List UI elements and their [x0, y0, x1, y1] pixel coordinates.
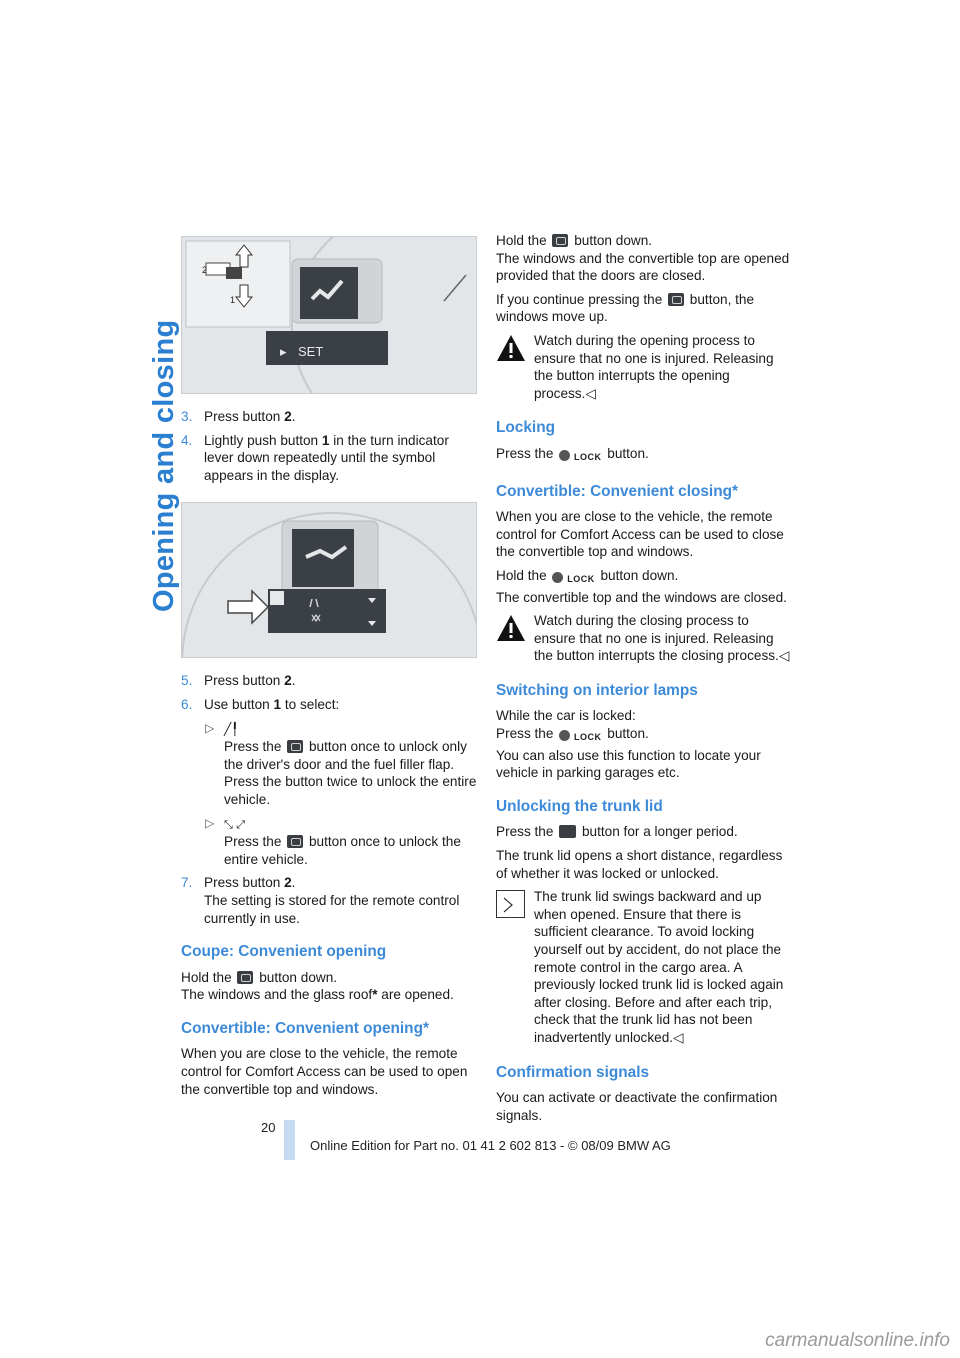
page-number: 20 [261, 1120, 276, 1135]
step-4: 4. Lightly push button 1 in the turn indicator lever down repeatedly until the symbol appears in the display. [181, 432, 449, 483]
step-7: 7. Press button 2. The setting is stored for the remote control currently in use. [181, 875, 460, 926]
heading-convertible-convenient-opening: Convertible: Convenient opening* [181, 1019, 429, 1037]
heading-unlocking-trunk-lid: Unlocking the trunk lid [496, 797, 663, 815]
heading-coupe-convenient-opening: Coupe: Convenient opening [181, 943, 387, 961]
edition-footer: Online Edition for Part no. 01 41 2 602 813 - © 08/09 BMW AG [310, 1138, 671, 1153]
step-3: 3. Press button 2. [181, 409, 296, 424]
confirmation-paragraph: You can activate or deactivate the confirmation signals. [496, 1090, 778, 1123]
display-set-label: SET [298, 344, 324, 359]
lock-button-icon: LOCK [559, 447, 601, 467]
lock-button-icon: LOCK [552, 569, 594, 589]
heading-confirmation-signals: Confirmation signals [496, 1063, 650, 1081]
trunk-press-paragraph: Press the button for a longer period. [496, 824, 738, 840]
step-6: 6. Use button 1 to select: [181, 696, 340, 712]
svg-text:1: 1 [230, 295, 236, 305]
unlock-button-icon [237, 971, 253, 984]
trunk-button-icon [559, 825, 576, 838]
option-full-unlock: ▷ ⤡ ⤢ Press the button once to unlock the entire vehicle. [205, 815, 461, 867]
convertible-closing-hold: Hold the LOCK button down. The convertible top and the windows are closed. [496, 567, 787, 605]
hold-button-paragraph: Hold the button down. The windows and the convertible top are opened provided that the doors are closed. [496, 233, 790, 284]
heading-locking: Locking [496, 419, 555, 437]
left-column [181, 236, 477, 1104]
trunk-opens-paragraph: The trunk lid opens a short distance, regardless of whether it was locked or unlocked. [496, 848, 783, 881]
figure-turn-indicator-display [181, 236, 477, 394]
warning-triangle-icon [496, 334, 526, 362]
display-selection-illustration [182, 503, 476, 657]
single-unlock-symbol-icon: ╱╿ [224, 721, 239, 736]
convertible-opening-paragraph: When you are close to the vehicle, the remote control for Comfort Access can be used to open the convertible top and windows. [181, 1046, 468, 1097]
heading-convertible-convenient-closing: Convertible: Convenient closing* [496, 482, 739, 500]
svg-text:2: 2 [202, 265, 208, 275]
note-arrow-icon [496, 890, 526, 918]
warning-opening: Watch during the opening process to ensure that no one is injured. Releasing the button interrupts the opening process.◁ [496, 332, 792, 403]
locking-paragraph: Press the LOCK button. [496, 445, 792, 467]
coupe-paragraph: Hold the button down. The windows and the glass roof* are opened. [181, 969, 454, 1003]
figure-display-selection [181, 502, 477, 658]
convertible-closing-paragraph: When you are close to the vehicle, the remote control for Comfort Access can be used to close the convertible top and windows. [496, 509, 784, 560]
option-single-unlock: ▷ ╱╿ Press the button once to unlock only the driver's door and the fuel filler flap. Press the button twice to unlock the entire vehicle. [205, 720, 477, 807]
footer-accent-bar [284, 1120, 295, 1160]
continue-pressing-paragraph: If you continue pressing the button, the windows move up. [496, 291, 755, 325]
warning-triangle-icon [496, 614, 526, 642]
right-column [496, 232, 792, 1130]
warning-closing: Watch during the closing process to ensure that no one is injured. Releasing the button interrupts the closing process.◁ [496, 612, 792, 666]
interior-lamps-paragraph: While the car is locked: Press the LOCK button. You can also use this function to locate your vehicle in parking garages etc. [496, 708, 761, 781]
note-trunk: The trunk lid swings backward and up when opened. Ensure that there is sufficient clearance. To avoid locking yourself out by accident, do not place the remote control in the cargo area. A previously locked trunk lid is locked again after closing. Before and after each trip, check that the trunk lid has not been inadvertently unlocked.◁ [496, 888, 792, 1047]
heading-interior-lamps: Switching on interior lamps [496, 681, 698, 699]
unlock-button-icon [552, 234, 568, 247]
unlock-button-icon [668, 293, 684, 306]
lock-button-icon: LOCK [559, 727, 601, 747]
watermark: carmanualsonline.info [765, 1330, 950, 1351]
unlock-button-icon [287, 835, 303, 848]
svg-text:▸: ▸ [280, 344, 287, 359]
instrument-cluster-illustration [182, 237, 476, 393]
unlock-button-icon [287, 740, 303, 753]
section-title: Opening and closing [148, 319, 180, 612]
step-5: 5. Press button 2. [181, 673, 296, 689]
full-unlock-symbol-icon: ⤡ ⤢ [224, 817, 246, 831]
